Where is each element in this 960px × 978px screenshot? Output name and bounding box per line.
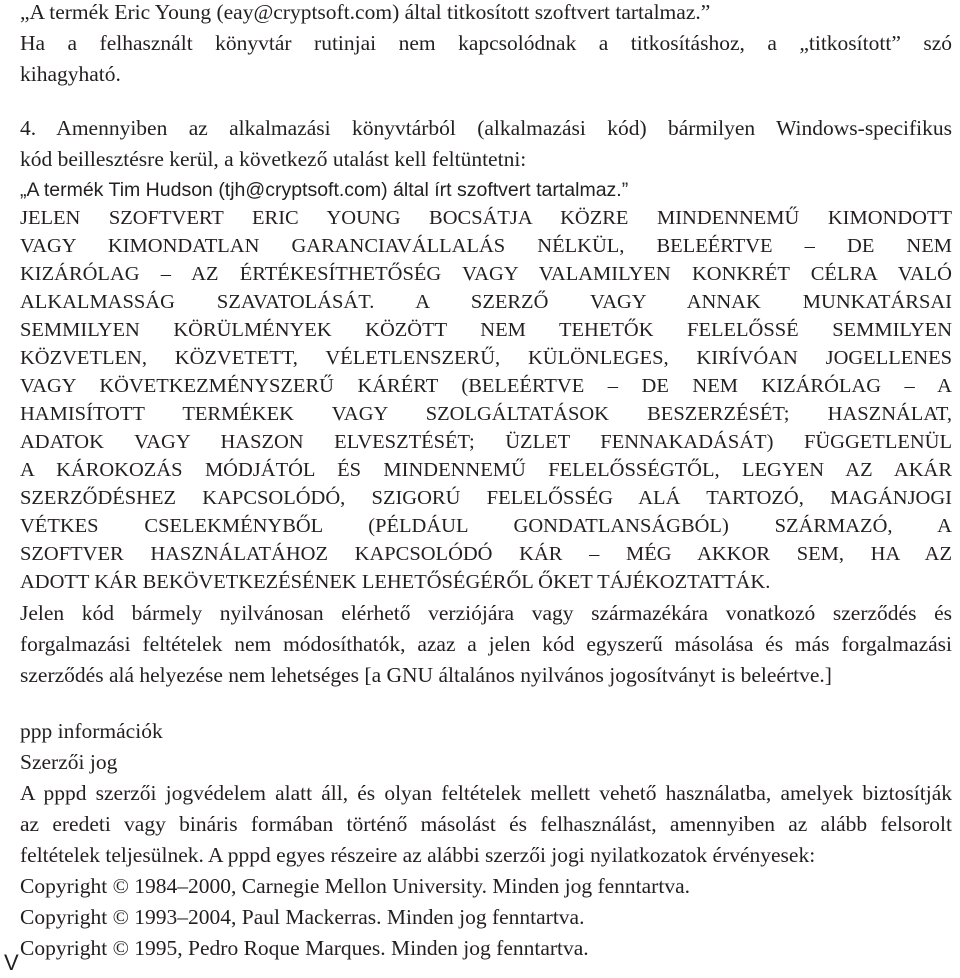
license-note-line: Jelen kód bármely nyilvánosan elérhető verziójára vagy származékára vonatkozó szerződés és (20, 601, 952, 625)
ppp-paragraph-line: A pppd szerzői jogvédelem alatt áll, és olyan feltételek mellett vehető használatba, amelyek biztosítják (20, 781, 952, 805)
disclaimer-line: SEMMILYEN KÖRÜLMÉNYEK KÖZÖTT NEM TEHETŐK FELELŐSSÉ SEMMILYEN (20, 319, 952, 341)
license-note-line: forgalmazási feltételek nem módosíthatók, azaz a jelen kód egyszerű másolása és más forgalmazási (20, 632, 952, 656)
disclaimer-line: VÉTKES CSELEKMÉNYBŐL (PÉLDÁUL GONDATLANSÁGBÓL) SZÁRMAZÓ, A (20, 515, 952, 537)
license-note-line: szerződés alá helyezése nem lehetséges [a GNU általános nyilvános jogosítványt is beleértve.] (20, 663, 832, 687)
copyright-line: Copyright © 1993–2004, Paul Mackerras. Minden jog fenntartva. (20, 905, 585, 929)
copyright-line: Copyright © 1995, Pedro Roque Marques. Minden jog fenntartva. (20, 936, 589, 960)
disclaimer-line: KÖZVETLEN, KÖZVETETT, VÉLETLENSZERŰ, KÜLÖNLEGES, KIRÍVÓAN JOGELLENES (20, 347, 952, 369)
copyright-line: Copyright © 1984–2000, Carnegie Mellon University. Minden jog fenntartva. (20, 874, 690, 898)
disclaimer-line: KIZÁRÓLAG – AZ ÉRTÉKESÍTHETŐSÉG VAGY VALAMILYEN KONKRÉT CÉLRA VALÓ (20, 263, 952, 285)
text-line: kihagyható. (20, 62, 121, 86)
text-line: „A termék Eric Young (eay@cryptsoft.com) által titkosított szoftvert tartalmaz.” (20, 0, 711, 24)
disclaimer-line: ADATOK VAGY HASZON ELVESZTÉSÉT; ÜZLET FENNAKADÁSÁT) FÜGGETLENÜL (20, 431, 952, 453)
ppp-paragraph-line: feltételek teljesülnek. A pppd egyes részeire az alábbi szerzői jogi nyilatkozatok érvényesek: (20, 843, 816, 867)
section-heading: ppp információk (20, 719, 163, 743)
disclaimer-line: VAGY KIMONDATLAN GARANCIAVÁLLALÁS NÉLKÜL, BELEÉRTVE – DE NEM (20, 235, 952, 257)
ppp-paragraph-line: az eredeti vagy bináris formában történő másolást és felhasználást, amennyiben az alább felsorolt (20, 812, 952, 836)
disclaimer-line: SZERZŐDÉSHEZ KAPCSOLÓDÓ, SZIGORÚ FELELŐSSÉG ALÁ TARTOZÓ, MAGÁNJOGI (20, 487, 952, 509)
disclaimer-line: VAGY KÖVETKEZMÉNYSZERŰ KÁRÉRT (BELEÉRTVE – DE NEM KIZÁRÓLAG – A (20, 375, 952, 397)
section-subheading: Szerzői jog (20, 750, 118, 774)
disclaimer-line: HAMISÍTOTT TERMÉKEK VAGY SZOLGÁLTATÁSOK BESZERZÉSÉT; HASZNÁLAT, (20, 403, 952, 425)
clause-4-line: kód beillesztésre kerül, a következő utalást kell feltüntetni: (20, 147, 527, 171)
disclaimer-line: A KÁROKOZÁS MÓDJÁTÓL ÉS MINDENNEMŰ FELELŐSSÉGTŐL, LEGYEN AZ AKÁR (20, 459, 952, 481)
disclaimer-line: JELEN SZOFTVERT ERIC YOUNG BOCSÁTJA KÖZRE MINDENNEMŰ KIMONDOTT (20, 207, 952, 229)
disclaimer-line: SZOFTVER HASZNÁLATÁHOZ KAPCSOLÓDÓ KÁR – MÉG AKKOR SEM, HA AZ (20, 543, 952, 565)
page-marker: V (4, 950, 19, 975)
attribution-notice: „A termék Tim Hudson (tjh@cryptsoft.com) által írt szoftvert tartalmaz.” (20, 179, 629, 201)
clause-4-line: 4. Amennyiben az alkalmazási könyvtárból (alkalmazási kód) bármilyen Windows-specifikus (20, 116, 952, 140)
text-line: Ha a felhasznált könyvtár rutinjai nem kapcsolódnak a titkosításhoz, a „titkosított” szó (20, 31, 952, 55)
disclaimer-line: ADOTT KÁR BEKÖVETKEZÉSÉNEK LEHETŐSÉGÉRŐL ŐKET TÁJÉKOZTATTÁK. (20, 571, 771, 593)
disclaimer-line: ALKALMASSÁG SZAVATOLÁSÁT. A SZERZŐ VAGY ANNAK MUNKATÁRSAI (20, 291, 952, 313)
